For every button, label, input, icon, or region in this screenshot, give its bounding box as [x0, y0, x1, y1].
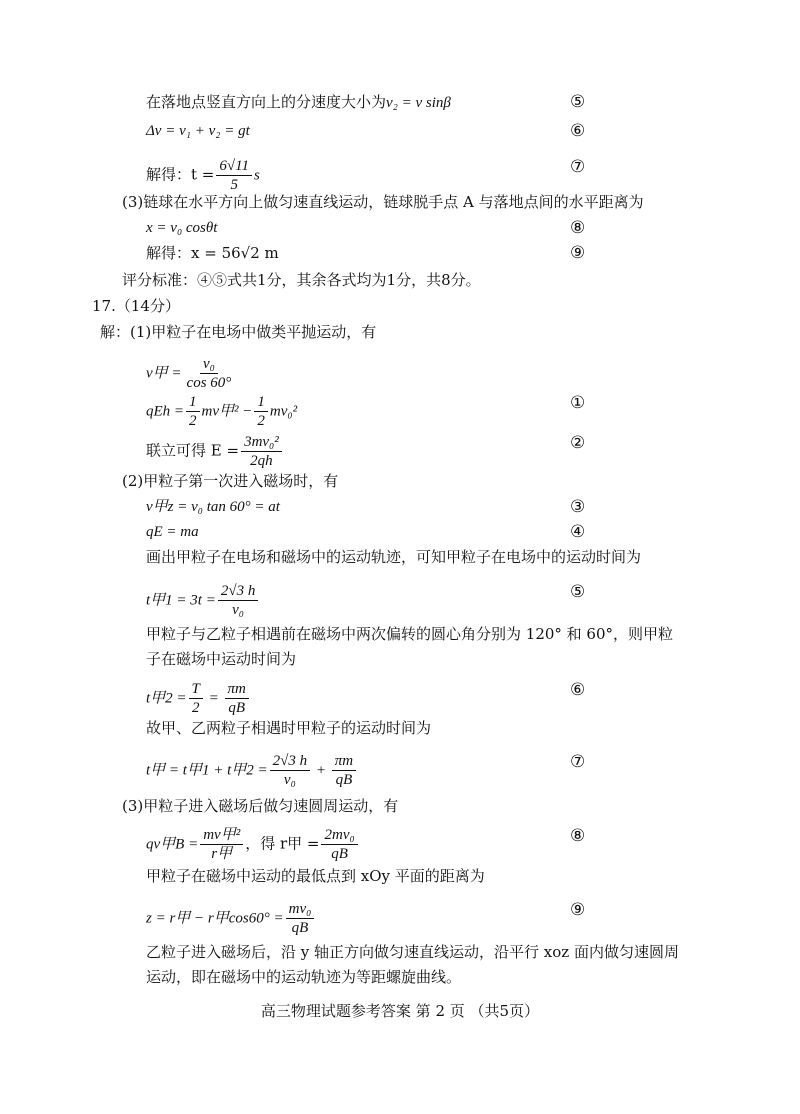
equation-marker: ②: [570, 433, 586, 453]
equation-marker: ①: [570, 393, 586, 413]
equation: 联立可得 E = $\frac{\text{3mv₀²}}{2qh}$: [146, 433, 284, 470]
equation: qEh = $\frac{1}{2}$ mv甲² − $\frac{1}{2}$ mv₀²: [146, 394, 298, 429]
text-line: 甲粒子在磁场中运动的最低点到 xOy 平面的距离为: [146, 867, 485, 885]
equation: 解得：x = 56√2 m: [146, 244, 279, 262]
equation-marker: ④: [570, 522, 586, 542]
text-line: 在落地点竖直方向上的分速度大小为v₂ = v sinβ: [146, 93, 451, 111]
equation: t甲1 = 3t = $\frac{2√3 h}{\text{v₀}}$: [146, 582, 260, 619]
text-line: 甲粒子与乙粒子相遇前在磁场中两次偏转的圆心角分别为 120° 和 60°，则甲粒: [146, 625, 674, 643]
text-line: 运动，即在磁场中的运动轨迹为等距螺旋曲线。: [146, 968, 462, 986]
text-line: 子在磁场中运动时间为: [146, 650, 297, 668]
text-line: 乙粒子进入磁场后，沿 y 轴正方向做匀速直线运动，沿平行 xoz 面内做匀速圆周: [146, 943, 679, 961]
equation-marker: ⑧: [570, 826, 586, 846]
equation: x = v₀ cosθt: [146, 220, 218, 236]
equation-marker: ⑥: [570, 680, 586, 700]
equation-marker: ③: [570, 497, 586, 517]
equation: z = r甲 − r甲cos60° = $\frac{\text{mv₀}}{qB}$: [146, 900, 316, 937]
equation-marker: ⑧: [570, 218, 586, 238]
text-line: (3)甲粒子进入磁场后做匀速圆周运动，有: [122, 797, 399, 815]
equation-marker: ⑨: [570, 900, 586, 920]
equation-marker: ⑤: [570, 582, 586, 602]
equation: v甲 = $\frac{\text{v₀}}{\cos 60^\circ}$: [146, 356, 232, 391]
equation: 解得：t = $\frac{6√11}{5}$ s: [146, 158, 260, 193]
text-line: (2)甲粒子第一次进入磁场时，有: [122, 472, 339, 490]
equation: qv甲B = $\frac{\text{mv甲²}}{\text{r甲}}$ ，得 r甲 = $\frac{\text{2mv₀}}{qB}$: [146, 826, 360, 863]
text-line: (3)链球在水平方向上做匀速直线运动，链球脱手点 A 与落地点间的水平距离为: [122, 193, 644, 211]
text-line: 评分标准：④⑤式共1分，其余各式均为1分，共8分。: [122, 271, 481, 289]
text-line: 画出甲粒子在电场和磁场中的运动轨迹，可知甲粒子在电场中的运动时间为: [146, 548, 642, 566]
equation: t甲2 = $\frac{T}{2}$ = $\frac{\pi m}{qB}$: [146, 680, 251, 717]
equation-marker: ⑥: [570, 121, 586, 141]
page-footer: 高三物理试题参考答案 第 2 页 （共5页）: [260, 1002, 540, 1020]
equation-marker: ⑨: [570, 243, 586, 263]
equation: v甲z = v₀ tan 60° = at: [146, 499, 280, 515]
equation-marker: ⑦: [570, 752, 586, 772]
equation-marker: ⑦: [570, 157, 586, 177]
equation: qE = ma: [146, 524, 199, 540]
equation: Δv = v₁ + v₂ = gt: [146, 123, 250, 139]
equation: t甲 = t甲1 + t甲2 = $\frac{2√3 h}{\text{v₀}}$ + $\frac{\pi m}{qB}$: [146, 752, 358, 789]
text-line: 故甲、乙两粒子相遇时甲粒子的运动时间为: [146, 719, 432, 737]
equation-marker: ⑤: [570, 92, 586, 112]
text-line: 解：(1)甲粒子在电场中做类平抛运动，有: [100, 323, 377, 341]
question-header: 17.（14分）: [92, 297, 180, 315]
